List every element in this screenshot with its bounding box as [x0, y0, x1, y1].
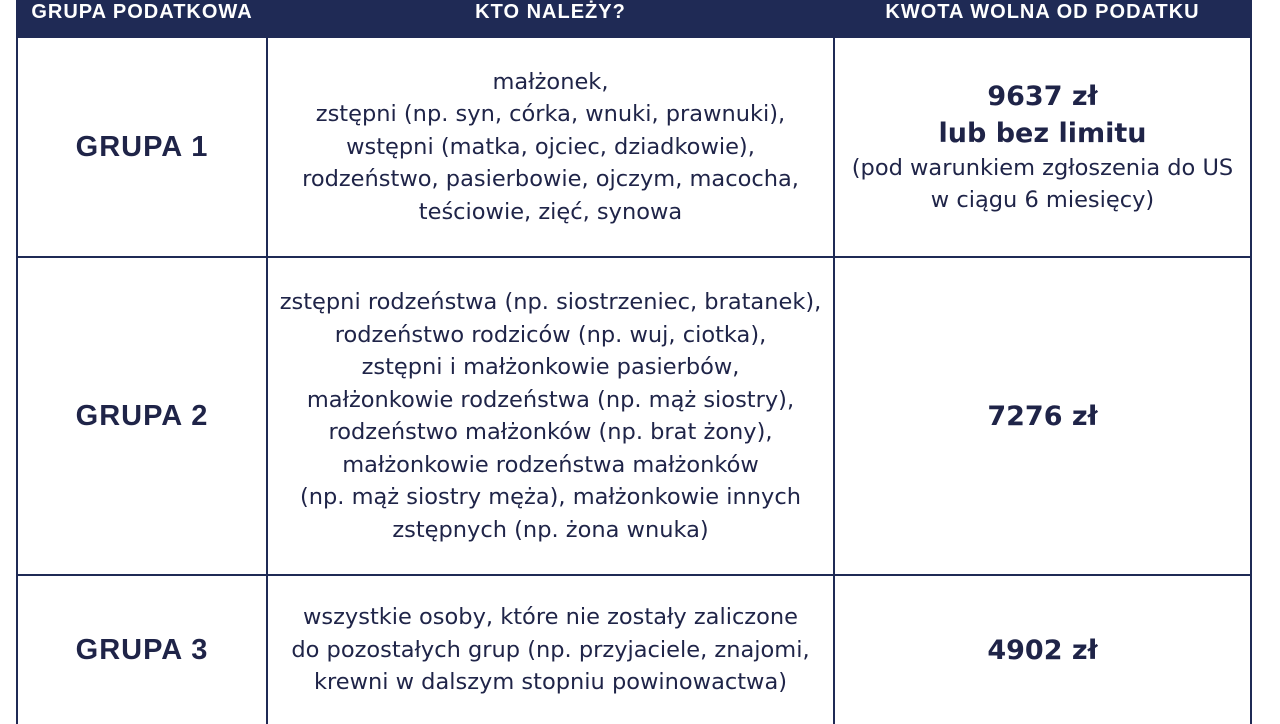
who-line: wszystkie osoby, które nie zostały zaliczone [302, 604, 798, 631]
header-group: GRUPA PODATKOWA [31, 1, 253, 23]
who-line: teściowie, zięć, synowa [418, 198, 683, 225]
who-line: do pozostałych grup (np. przyjaciele, znajomi, [291, 636, 810, 663]
allowance-amount: 4902 zł [987, 634, 1098, 666]
allowance-note-line: w ciągu 6 miesięcy) [930, 187, 1155, 213]
who-line: małżonek, [492, 68, 609, 95]
allowance-amount: 9637 zł [987, 80, 1098, 112]
allowance-amount: 7276 zł [987, 400, 1098, 432]
who-line: rodzeństwo, pasierbowie, ojczym, macocha, [302, 166, 799, 193]
group-cell [18, 258, 266, 574]
table-row [18, 574, 1250, 724]
who-line: zstępni rodzeństwa (np. siostrzeniec, bratanek), [279, 289, 822, 315]
who-line: małżonkowie rodzeństwa małżonków [342, 451, 759, 478]
who-line: rodzeństwo małżonków (np. brat żony), [328, 419, 773, 445]
who-text [291, 601, 809, 699]
allowance-cell [833, 38, 1250, 256]
allowance-extra: lub bez limitu [938, 117, 1147, 149]
allowance-content [852, 78, 1233, 217]
header-allowance: KWOTA WOLNA OD PODATKU [833, 0, 1250, 36]
who-text [302, 66, 799, 229]
allowance-cell [833, 576, 1250, 724]
who-cell [266, 38, 833, 256]
group-cell [18, 576, 266, 724]
who-line: małżonkowie rodzeństwa (np. mąż siostry), [306, 386, 795, 413]
who-line: (np. mąż siostry męża), małżonkowie innych [299, 484, 802, 510]
header-who: KTO NALEŻY? [266, 0, 833, 36]
who-line: krewni w dalszym stopniu powinowactwa) [313, 669, 788, 696]
tax-groups-table [16, 0, 1252, 724]
allowance-note-line: (pod warunkiem zgłoszenia do US [851, 154, 1234, 181]
table-row [18, 36, 1250, 256]
table-header [18, 0, 1250, 36]
who-line: zstępni i małżonkowie pasierbów, [361, 354, 740, 380]
who-line: wstępni (matka, ojciec, dziadkowie), [346, 133, 755, 160]
who-text [280, 286, 822, 546]
group-label: GRUPA 2 [75, 399, 209, 432]
who-line: zstępni (np. syn, córka, wnuki, prawnuki), [315, 101, 786, 128]
allowance-cell [833, 258, 1250, 574]
group-cell [18, 38, 266, 256]
group-label: GRUPA 1 [75, 130, 209, 163]
group-label: GRUPA 3 [75, 633, 209, 666]
who-line: zstępnych (np. żona wnuka) [392, 516, 709, 543]
who-cell [266, 576, 833, 724]
table-row [18, 256, 1250, 574]
who-cell [266, 258, 833, 574]
who-line: rodzeństwo rodziców (np. wuj, ciotka), [334, 321, 767, 348]
